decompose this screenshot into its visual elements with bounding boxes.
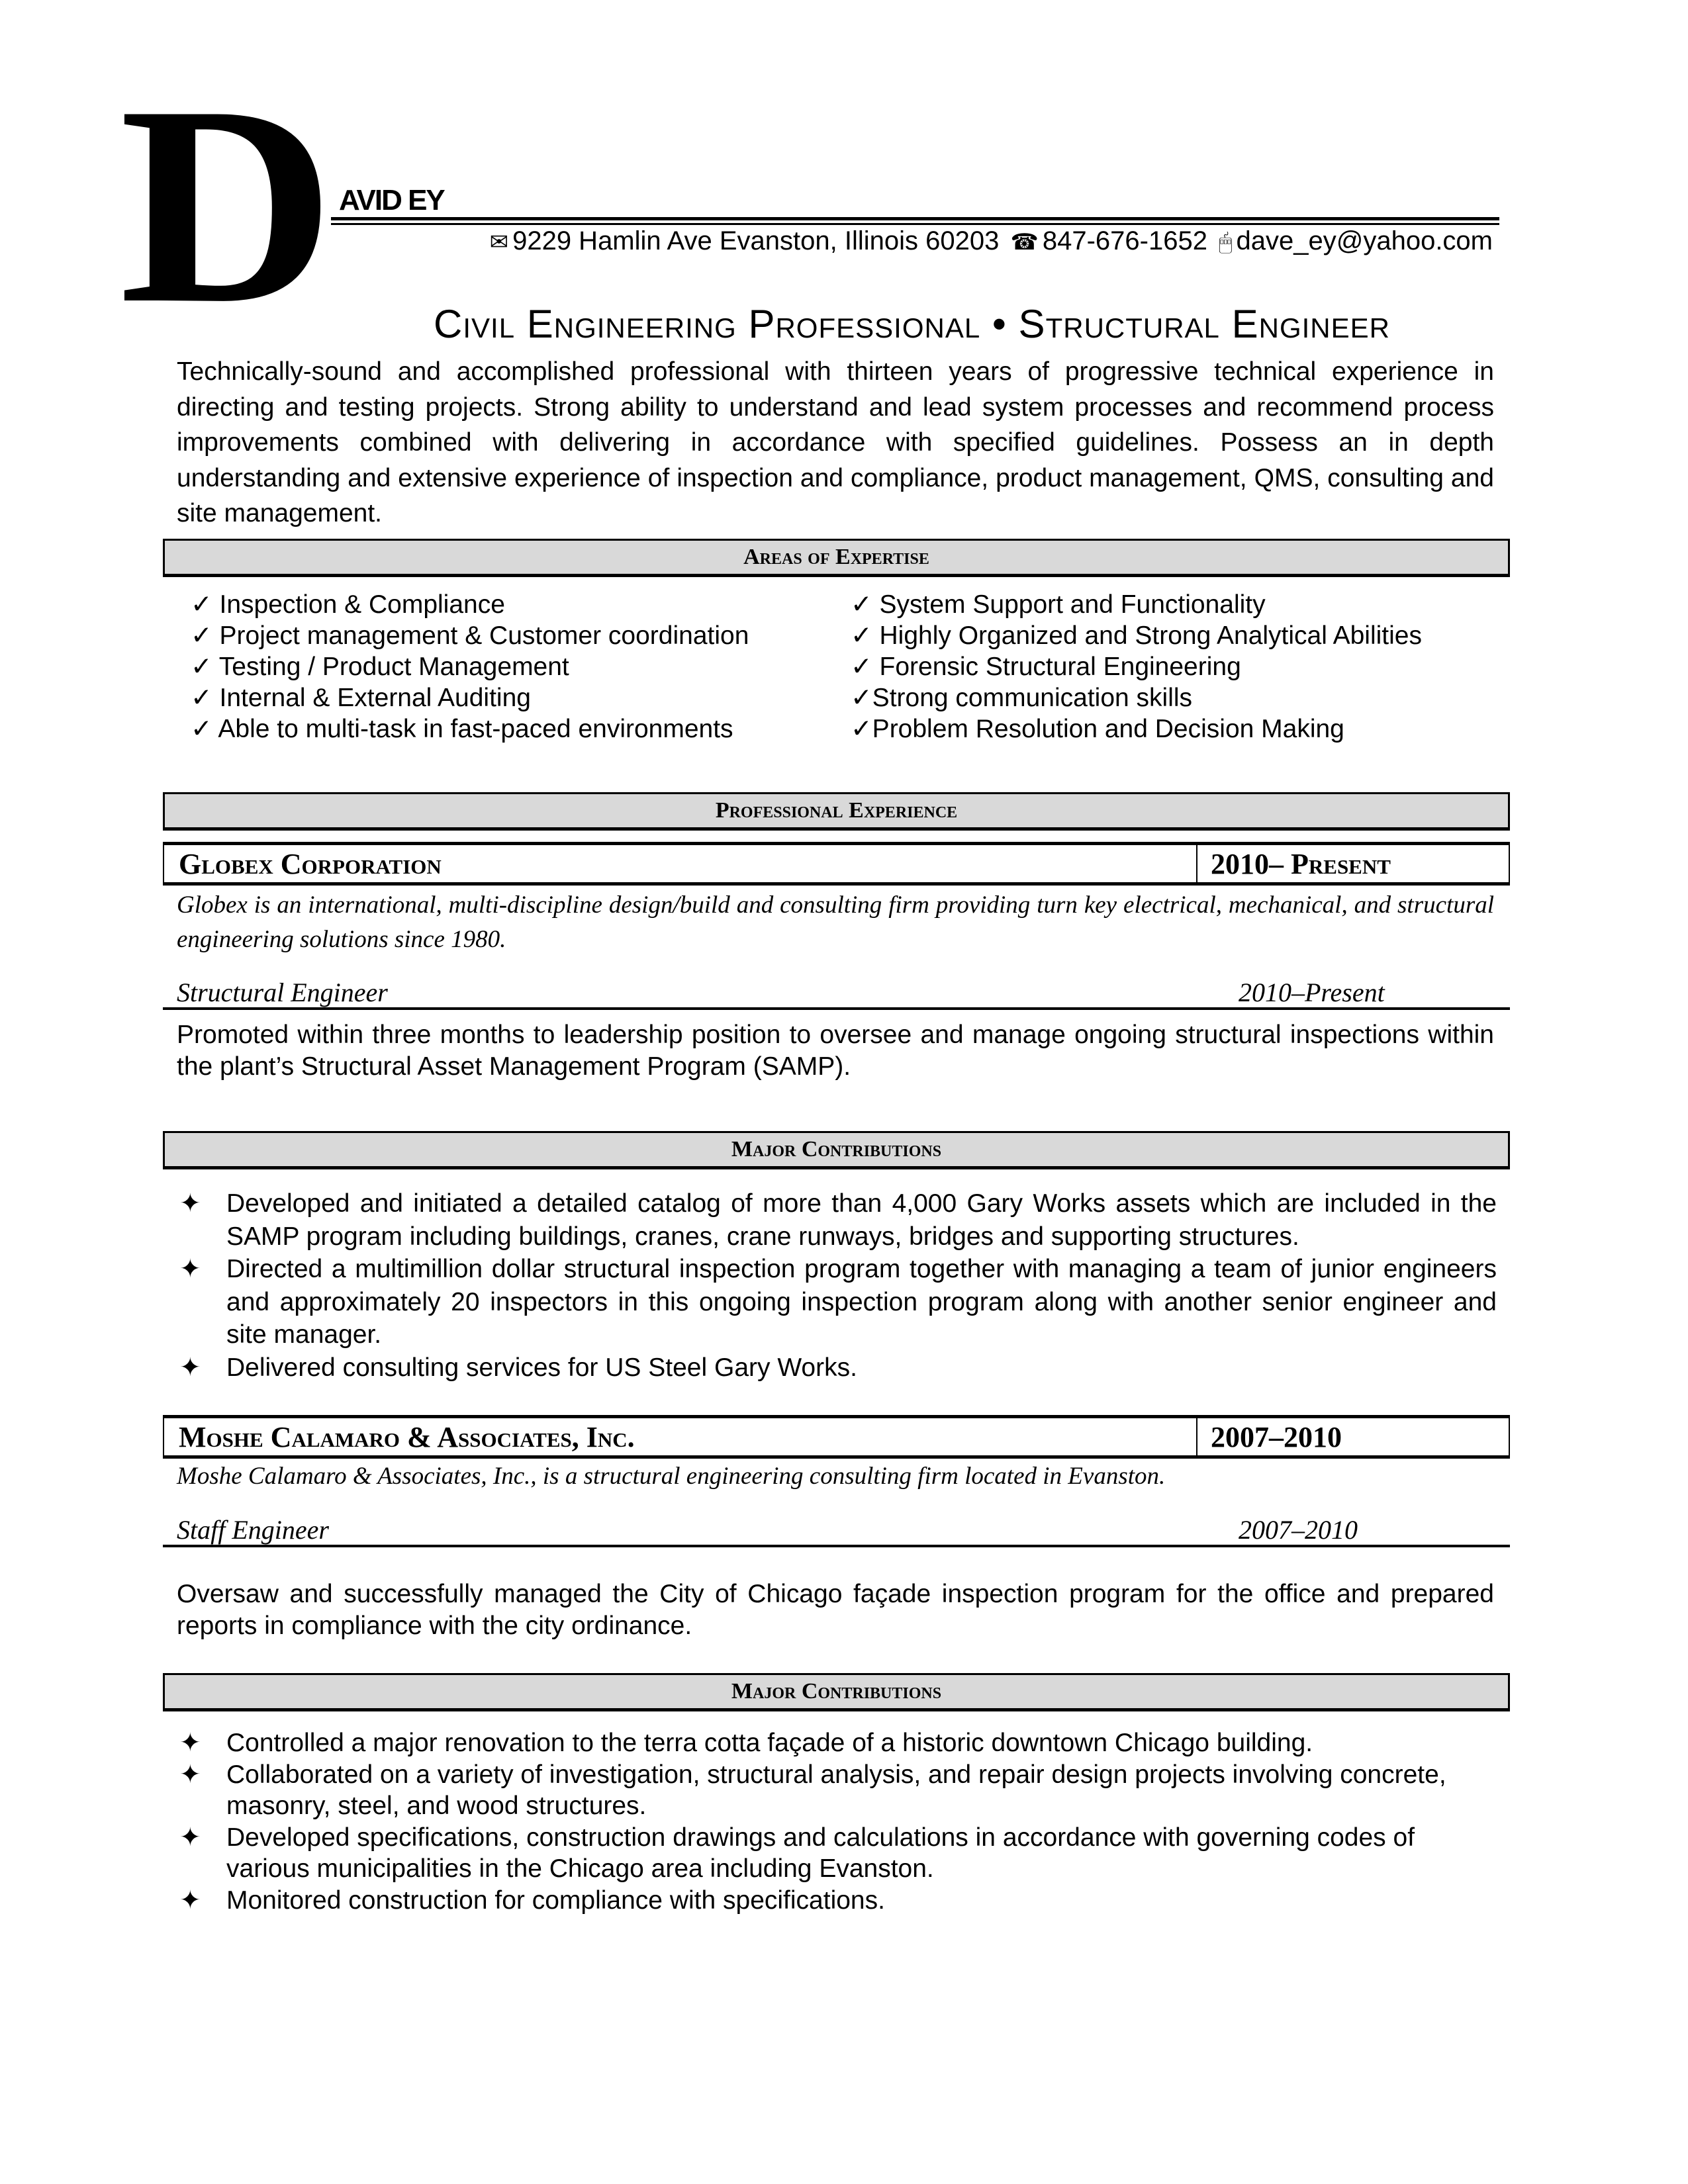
contact-line [486, 226, 1493, 256]
list-item: ✦ Monitored construction for compliance with specifications. [179, 1885, 1497, 1917]
star-bullet-icon: ✦ [179, 1189, 201, 1218]
expertise-left [191, 589, 749, 745]
company-header [163, 842, 1510, 886]
list-item: ✓ Able to multi-task in fast-paced environments [191, 715, 733, 743]
name-heading: AVID EY [339, 184, 444, 216]
role-title: Staff Engineer [177, 1515, 329, 1545]
name-initial: D [119, 48, 336, 363]
list-item: ✦ Collaborated on a variety of investigation, structural analysis, and repair design projects involving concrete, masonry, steel, and wood structures. [179, 1760, 1446, 1820]
address: 9229 Hamlin Ave Evanston, Illinois 60203 [512, 226, 1000, 255]
list-item: ✦ Developed specifications, construction drawings and calculations in accordance with governing codes of various municipalities in the Chicago area including Evanston. [179, 1823, 1415, 1883]
star-bullet-icon: ✦ [179, 1353, 201, 1382]
star-bullet-icon: ✦ [179, 1255, 201, 1283]
list-item: ✦ Developed and initiated a detailed catalog of more than 4,000 Gary Works assets which are included in the SAMP program including buildings, cranes, crane runways, bridges and supporting structures. [179, 1187, 1497, 1253]
role-line [163, 1514, 1510, 1547]
phone-icon: ☎ [1010, 230, 1039, 255]
list-item: ✓ Project management & Customer coordination [191, 621, 749, 650]
list-item: ✓ System Support and Functionality [851, 590, 1266, 619]
section-expertise: Areas of Expertise [163, 539, 1510, 577]
role-dates: 2007–2010 [1239, 1515, 1358, 1545]
role-line [163, 977, 1510, 1010]
mouse-icon: 🖱 [1219, 230, 1233, 255]
star-bullet-icon: ✦ [179, 1886, 201, 1915]
list-item: ✦ Directed a multimillion dollar structural inspection program together with managing a team of junior engineers and approximately 20 inspectors in this ongoing inspection program along with another senior engineer and site manager. [179, 1253, 1497, 1351]
company-dates: 2010– Present [1211, 847, 1391, 880]
header-rule [331, 217, 1499, 225]
list-item: ✓ Internal & External Auditing [191, 684, 531, 712]
star-bullet-icon: ✦ [179, 1760, 201, 1789]
phone: 847-676-1652 [1042, 226, 1207, 255]
company-description: Moshe Calamaro & Associates, Inc., is a structural engineering consulting firm located in Evanston. [177, 1463, 1166, 1490]
role-title: Structural Engineer [177, 978, 388, 1007]
role-summary: Oversaw and successfully managed the City of Chicago façade inspection program for the office and prepared reports in compliance with the city ordinance. [177, 1580, 1494, 1640]
contributions-list [179, 1727, 1497, 1916]
summary: Technically-sound and accomplished professional with thirteen years of progressive technical experience in directing and testing projects. Strong ability to understand and lead system processes and recommend process improvements combined with delivering in accordance with specified guidelines. Possess an in depth understanding and extensive experience of inspection and compliance, product management, QMS, consulting and site management. [177, 357, 1494, 527]
email[interactable]: dave_ey@yahoo.com [1236, 226, 1493, 255]
list-item: ✓ Testing / Product Management [191, 653, 569, 681]
list-item: ✓ Highly Organized and Strong Analytical Abilities [851, 621, 1422, 650]
company-description: Globex is an international, multi-discipline design/build and consulting firm providing turn key electrical, mechanical, and structural engineering solutions since 1980. [177, 891, 1494, 953]
star-bullet-icon: ✦ [179, 1729, 201, 1757]
list-item: ✓ Forensic Structural Engineering [851, 653, 1241, 681]
section-contributions: Major Contributions [163, 1673, 1510, 1711]
expertise-right [851, 589, 1422, 745]
list-item: ✓Strong communication skills [851, 684, 1193, 712]
list-item: ✦ Controlled a major renovation to the terra cotta façade of a historic downtown Chicago building. [179, 1727, 1497, 1759]
company-name: Moshe Calamaro & Associates, Inc. [164, 1418, 1197, 1455]
company-dates: 2007–2010 [1211, 1420, 1342, 1453]
company-name: Globex Corporation [164, 845, 1197, 882]
list-item: ✓ Inspection & Compliance [191, 590, 505, 619]
role-dates: 2010–Present [1239, 978, 1385, 1007]
list-item: ✓Problem Resolution and Decision Making [851, 715, 1344, 743]
list-item: ✦ Delivered consulting services for US Steel Gary Works. [179, 1351, 1497, 1385]
mail-icon: ✉ [489, 230, 509, 255]
section-experience: Professional Experience [163, 792, 1510, 831]
section-contributions: Major Contributions [163, 1131, 1510, 1169]
company-header [163, 1415, 1510, 1459]
star-bullet-icon: ✦ [179, 1823, 201, 1852]
role-summary: Promoted within three months to leadership position to oversee and manage ongoing structural inspections within the plant’s Structural Asset Management Program (SAMP). [177, 1021, 1494, 1081]
headline: Civil Engineering Professional • Structural Engineer [434, 302, 1390, 346]
contributions-list [179, 1187, 1497, 1384]
